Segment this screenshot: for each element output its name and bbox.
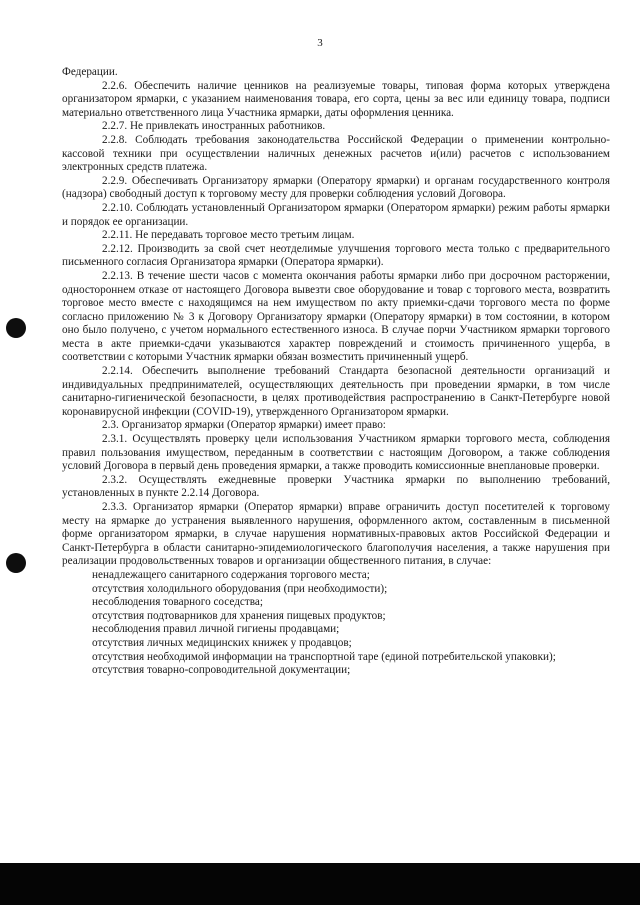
paragraph: 2.3.2. Осуществлять ежедневные проверки Участника ярмарки по выполнению требований, установленных в пункте 2.2.14 Договора. — [62, 473, 610, 500]
paragraph: 2.2.6. Обеспечить наличие ценников на реализуемые товары, типовая форма которых утверждена организатором ярмарки, с указанием наименования товара, его сорта, цены за вес или единицу товара, подписи материально ответственного лица Участника ярмарки, даты оформления ценника. — [62, 79, 610, 119]
list-item: отсутствия подтоварников для хранения пищевых продуктов; — [92, 609, 386, 622]
paragraph: 2.2.7. Не привлекать иностранных работников. — [102, 120, 326, 133]
document-body — [62, 66, 610, 678]
paragraph: Федерации. — [62, 66, 118, 78]
paragraph: 2.2.14. Обеспечить выполнение требований Стандарта безопасной деятельности организаций и индивидуальных предпринимателей, осуществляющих деятельность при проведении ярмарки, в том числе санитарно-гигиенической безопасности, в целях противодействия распространению в Санкт-Петербурге новой коронавирусной инфекции (COVID-19), утвержденного Организатором ярмарки. — [62, 365, 610, 418]
list-item: отсутствия холодильного оборудования (при необходимости); — [92, 582, 388, 595]
paragraph: 2.2.11. Не передавать торговое место третьим лицам. — [102, 229, 355, 242]
punch-hole-mark — [6, 318, 26, 338]
paragraph: 2.3.3. Организатор ярмарки (Оператор ярмарки) вправе ограничить доступ посетителей к торговому месту на ярмарке до устранения выявленного нарушения, оформленного актом, составленным в письменной форме организатором ярмарки, в случае нарушения нормативных-правовых актов Российской Федерации и Санкт-Петербурга в области санитарно-эпидемиологического благополучия населения, а также нарушения при реализации продовольственных товаров и организации общественного питания, в случае: — [62, 501, 610, 568]
list-item: несоблюдения товарного соседства; — [92, 596, 263, 609]
punch-hole-mark — [6, 553, 26, 573]
paragraph: 2.2.13. В течение шести часов с момента окончания работы ярмарки либо при досрочном расторжении, одностороннем отказе от настоящего Договора вывезти свое оборудование и товар с торгового места, возвратить торговое место вместе с находящимся на нем имуществом по акту приемки-сдачи торгового места по форме согласно приложению № 3 к Договору Организатору ярмарки (Оператору ярмарки) в том состоянии, в котором оно было получено, с учетом нормального естественного износа. В случае порчи Участником ярмарки торгового места в акте приемки-сдачи указываются характер повреждений и стоимость причиненного ущерба, в соответствии с которыми Участник ярмарки обязан возместить причиненный ущерб. — [62, 269, 610, 364]
list-item: несоблюдения правил личной гигиены продавцами; — [92, 623, 340, 636]
list-item: отсутствия личных медицинских книжек у продавцов; — [92, 636, 352, 649]
paragraph: 2.3.1. Осуществлять проверку цели использования Участником ярмарки торгового места, соблюдения правил пользования имуществом, переданным в соответствии с настоящим Договором, а также соблюдения условий Договора в первый день проведения ярмарки, а также проводить комиссионные внеплановые проверки. — [62, 433, 610, 473]
paragraph: 2.3. Организатор ярмарки (Оператор ярмарки) имеет право: — [102, 419, 386, 432]
paragraph: 2.2.9. Обеспечивать Организатору ярмарки (Оператору ярмарки) и органам государственного контроля (надзора) свободный доступ к торговому месту для проверки соблюдения условий Договора. — [62, 174, 610, 201]
list-item: отсутствия товарно-сопроводительной документации; — [92, 664, 351, 677]
list-item: отсутствия необходимой информации на транспортной таре (единой потребительской упаковки); — [92, 650, 556, 663]
paragraph: 2.2.10. Соблюдать установленный Организатором ярмарки (Оператором ярмарки) режим работы ярмарки и порядок ее организации. — [62, 201, 610, 228]
scan-edge-bar — [0, 863, 640, 905]
paragraph: 2.2.8. Соблюдать требования законодательства Российской Федерации о применении контрольно-кассовой техники при осуществлении наличных денежных расчетов и(или) расчетов с использованием электронных средств платежа. — [62, 133, 610, 174]
page-number: 3 — [317, 37, 323, 49]
list-item: ненадлежащего санитарного содержания торгового места; — [92, 568, 370, 581]
paragraph: 2.2.12. Производить за свой счет неотделимые улучшения торгового места только с предварительного письменного согласия Организатора ярмарки (Оператора ярмарки). — [62, 242, 610, 269]
